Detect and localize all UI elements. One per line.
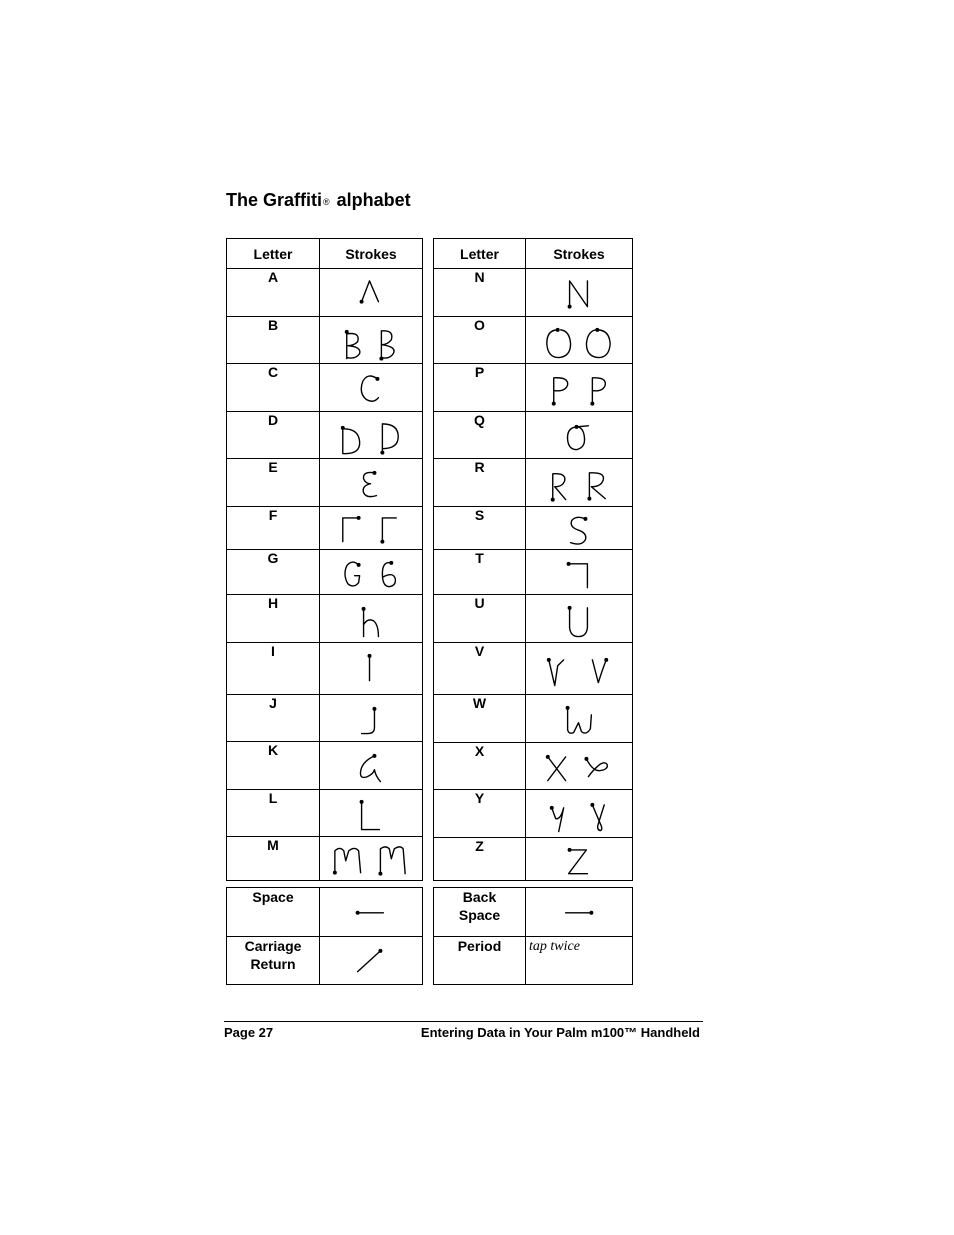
strokes-column-header: Strokes: [526, 239, 633, 269]
table-row: [434, 411, 633, 459]
stroke-x: [526, 742, 633, 790]
graffiti-table-left: [226, 238, 423, 881]
stroke-k: [320, 742, 423, 790]
table-row: [434, 506, 633, 550]
table-row: [434, 694, 633, 742]
stroke-n: [526, 269, 633, 317]
letter-cell: J: [227, 694, 320, 742]
stroke-p: [526, 364, 633, 412]
table-row: [227, 837, 423, 881]
table-row: [434, 594, 633, 643]
title-text: The Graffiti: [226, 190, 323, 210]
stroke-carriage-return: [320, 936, 423, 985]
table-row: [227, 594, 423, 643]
letter-cell: U: [434, 594, 526, 643]
stroke-h: [320, 594, 423, 643]
stroke-r: [526, 459, 633, 507]
letter-cell: D: [227, 411, 320, 459]
chapter-title: Entering Data in Your Palm m100™ Handheld: [420, 1025, 700, 1040]
table-row: [227, 643, 423, 695]
stroke-g: [320, 550, 423, 595]
letter-cell: S: [434, 506, 526, 550]
stroke-w: [526, 694, 633, 742]
page-number: Page 27: [224, 1025, 274, 1040]
stroke-s: [526, 506, 633, 550]
table-header-row: [227, 239, 423, 269]
stroke-b: [320, 316, 423, 364]
letter-cell: Y: [434, 790, 526, 838]
table-row: [434, 643, 633, 695]
table-header-row: [434, 239, 633, 269]
period-stroke-text: tap twice: [529, 938, 580, 954]
table-row: [227, 411, 423, 459]
stroke-j: [320, 694, 423, 742]
period-label: Period: [434, 936, 526, 984]
stroke-y: [526, 790, 633, 838]
table-row: [434, 790, 633, 838]
letter-cell: V: [434, 643, 526, 695]
back-space-label: Back Space: [434, 888, 526, 937]
letter-cell: G: [227, 550, 320, 595]
graffiti-special-right: [433, 887, 633, 985]
table-row: [434, 269, 633, 317]
graffiti-table-right: [433, 238, 633, 881]
letter-cell: Q: [434, 411, 526, 459]
stroke-c: [320, 364, 423, 412]
stroke-i: [320, 643, 423, 695]
table-row: [227, 316, 423, 364]
letter-cell: E: [227, 459, 320, 507]
stroke-q: [526, 411, 633, 459]
graffiti-special-left: [226, 887, 423, 985]
title-suffix: alphabet: [331, 190, 411, 210]
stroke-space: [320, 888, 423, 937]
letter-column-header: Letter: [227, 239, 320, 269]
table-row: [227, 459, 423, 507]
stroke-d: [320, 411, 423, 459]
letter-cell: C: [227, 364, 320, 412]
table-row: [434, 936, 633, 984]
stroke-f: [320, 506, 423, 550]
letter-cell: T: [434, 550, 526, 595]
letter-cell: M: [227, 837, 320, 881]
stroke-l: [320, 789, 423, 837]
letter-cell: N: [434, 269, 526, 317]
stroke-m: [320, 837, 423, 881]
table-row: [434, 459, 633, 507]
letter-cell: K: [227, 742, 320, 790]
letter-column-header: Letter: [434, 239, 526, 269]
carriage-return-label: Carriage Return: [227, 936, 320, 985]
registered-mark: ®: [323, 197, 330, 207]
table-row: [227, 364, 423, 412]
letter-cell: Z: [434, 837, 526, 881]
letter-cell: O: [434, 316, 526, 364]
stroke-a: [320, 269, 423, 317]
table-row: [434, 837, 633, 881]
letter-cell: W: [434, 694, 526, 742]
letter-cell: B: [227, 316, 320, 364]
stroke-v: [526, 643, 633, 695]
table-row: [227, 936, 423, 985]
stroke-period: [526, 936, 633, 984]
stroke-t: [526, 550, 633, 595]
table-row: [227, 888, 423, 937]
stroke-back-space: [526, 888, 633, 937]
space-label: Space: [227, 888, 320, 937]
table-row: [434, 742, 633, 790]
table-row: [227, 550, 423, 595]
table-row: [227, 506, 423, 550]
letter-cell: P: [434, 364, 526, 412]
table-row: [434, 888, 633, 937]
letter-cell: F: [227, 506, 320, 550]
table-row: [434, 364, 633, 412]
stroke-z: [526, 837, 633, 881]
letter-cell: A: [227, 269, 320, 317]
letter-cell: H: [227, 594, 320, 643]
table-row: [434, 316, 633, 364]
footer-divider: [224, 1021, 703, 1022]
page-title: [226, 190, 411, 211]
letter-cell: R: [434, 459, 526, 507]
table-row: [227, 269, 423, 317]
stroke-e: [320, 459, 423, 507]
letter-cell: X: [434, 742, 526, 790]
stroke-u: [526, 594, 633, 643]
letter-cell: I: [227, 643, 320, 695]
strokes-column-header: Strokes: [320, 239, 423, 269]
table-row: [227, 742, 423, 790]
letter-cell: L: [227, 789, 320, 837]
table-row: [227, 789, 423, 837]
table-row: [227, 694, 423, 742]
table-row: [434, 550, 633, 595]
stroke-o: [526, 316, 633, 364]
